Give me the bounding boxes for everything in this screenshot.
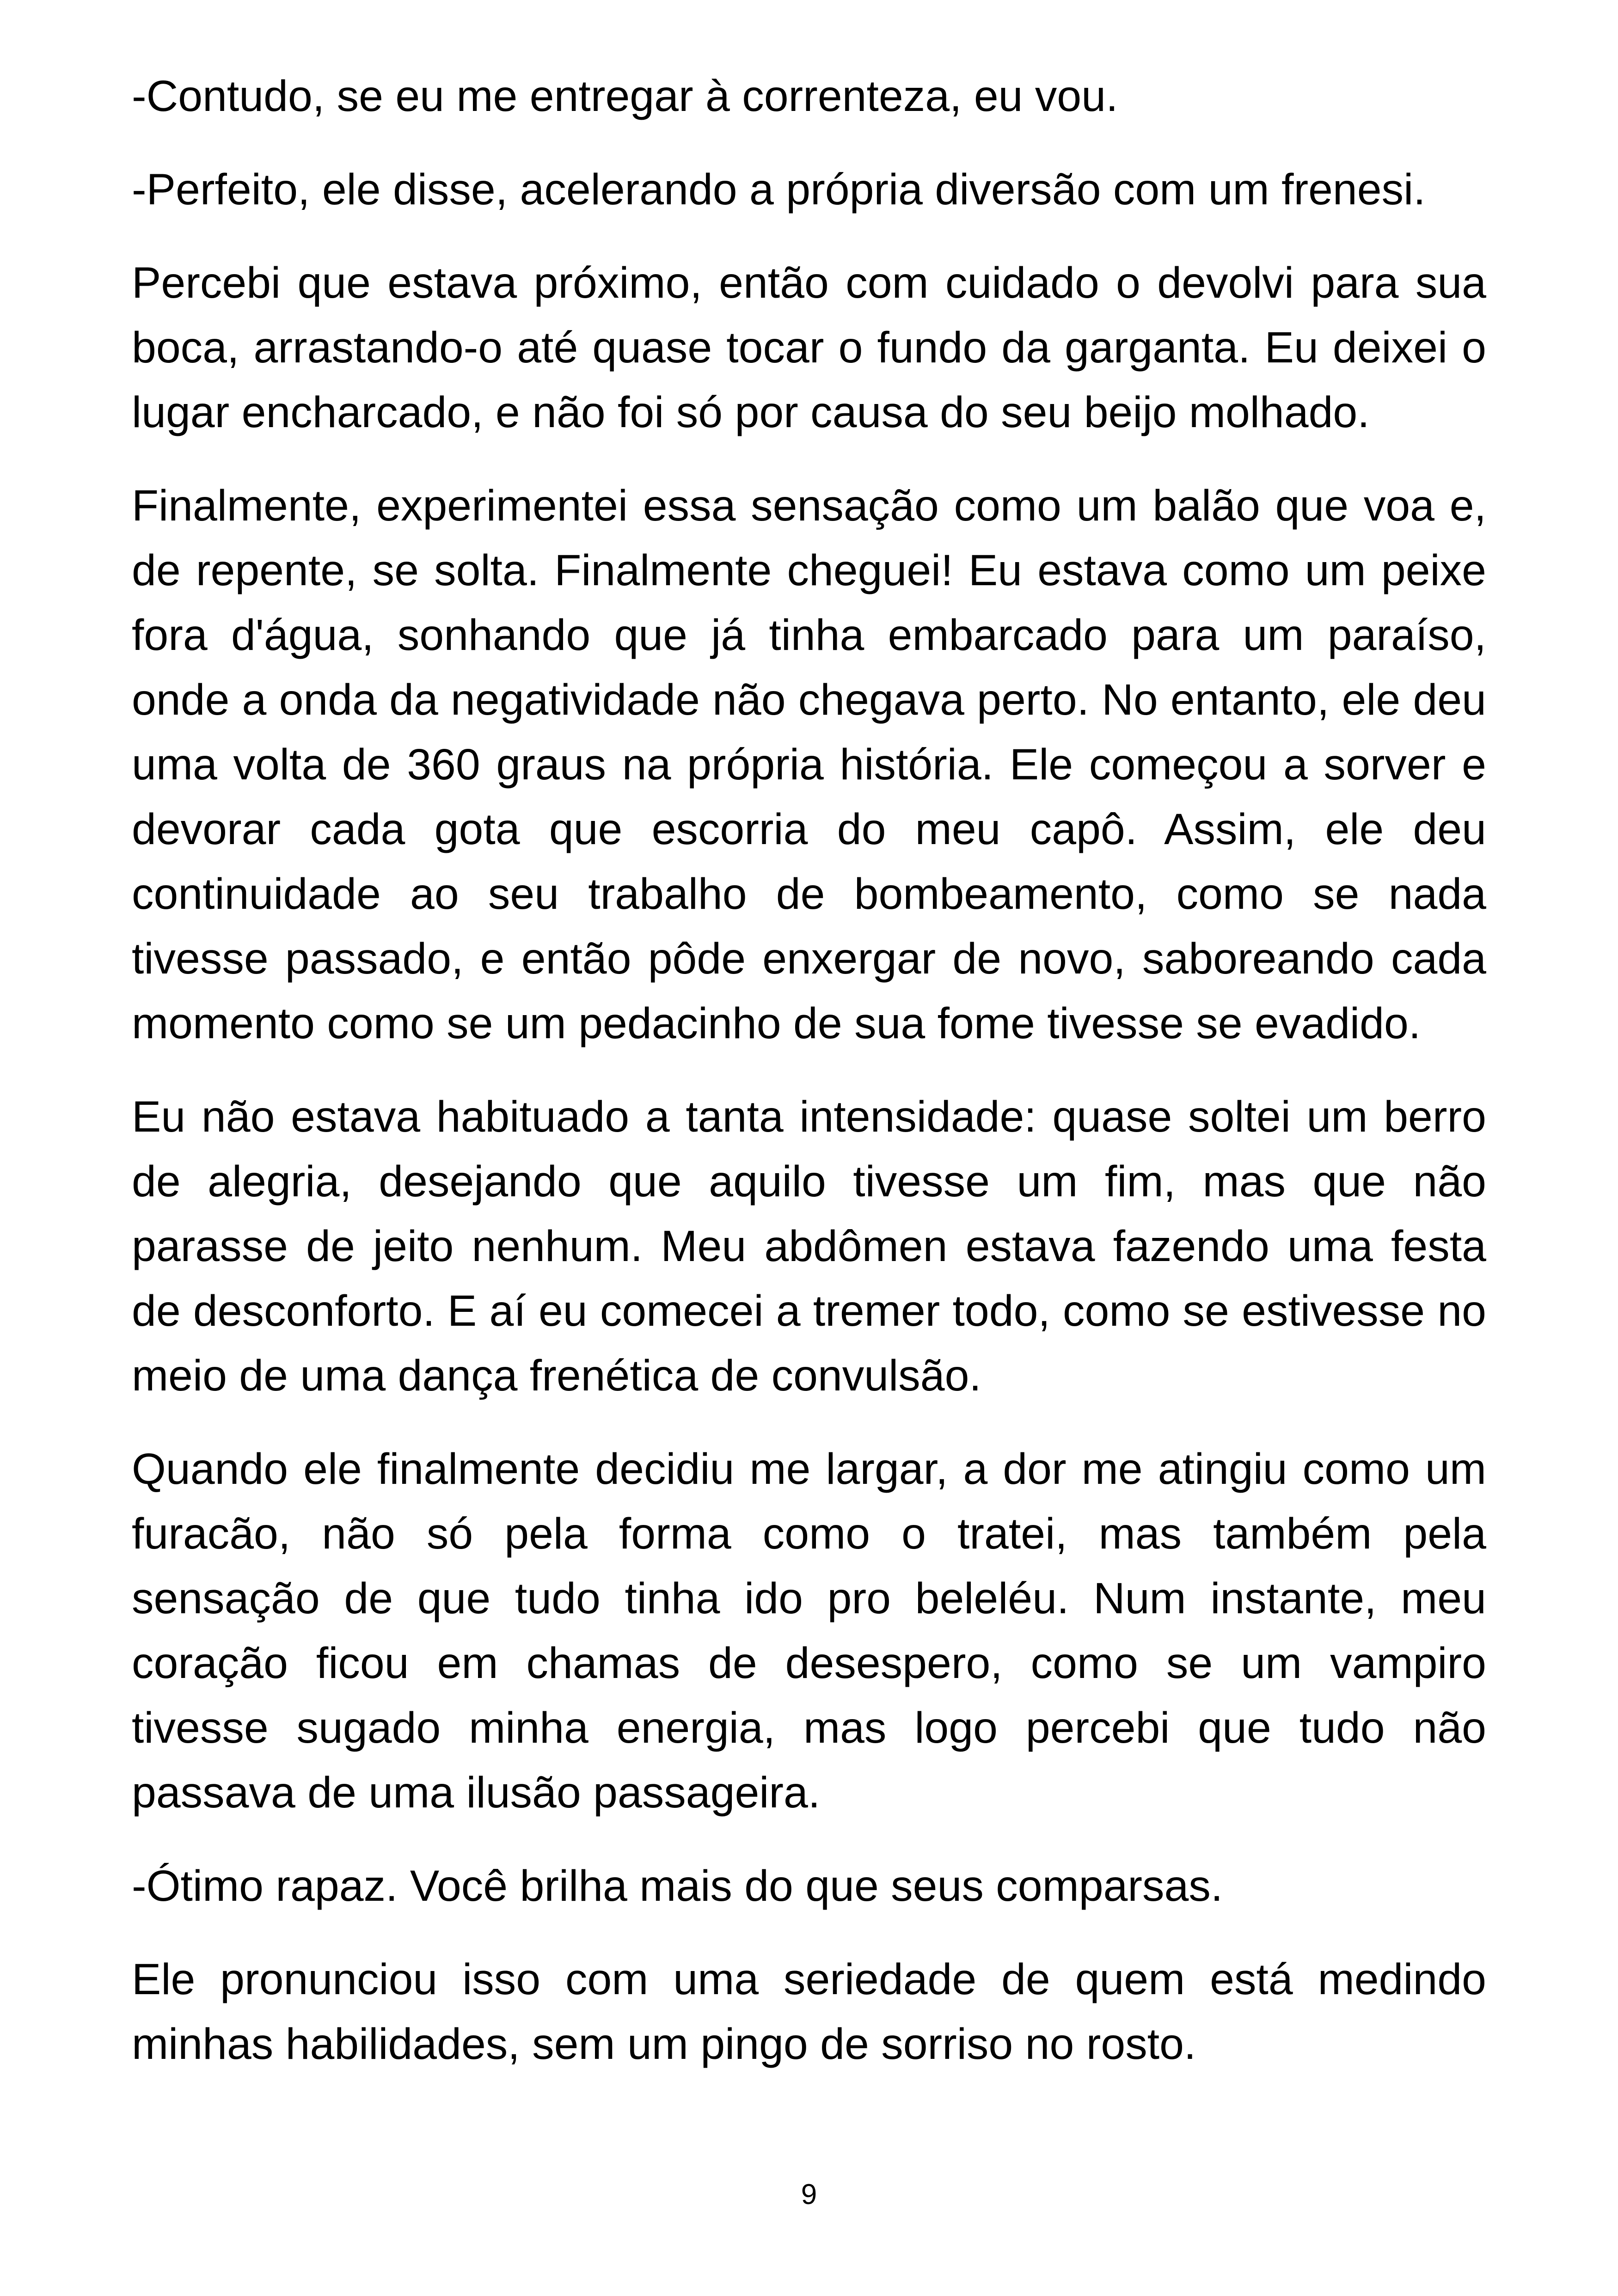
paragraph-4: Finalmente, experimentei essa sensação como um balão que voa e, de repente, se solta. Finalmente cheguei! Eu estava como um peixe fora d'água, sonhando que já tinha embarcado para um paraíso, onde a onda da negatividade não chegava perto. No entanto, ele deu uma volta de 360 graus na própria história. Ele começou a sorver e devorar cada gota que escorria do meu capô. Assim, ele deu continuidade ao seu trabalho de bombeamento, como se nada tivesse passado, e então pôde enxergar de novo, saboreando cada momento como se um pedacinho de sua fome tivesse se evadido.	[132, 481, 1486, 1048]
paragraph-1: -Contudo, se eu me entregar à correnteza, eu vou.	[132, 72, 1118, 121]
paragraph-7: -Ótimo rapaz. Você brilha mais do que seus comparsas.	[132, 1861, 1223, 1910]
body-text	[132, 64, 1486, 2105]
paragraph-3: Percebi que estava próximo, então com cuidado o devolvi para sua boca, arrastando-o até quase tocar o fundo da garganta. Eu deixei o lugar encharcado, e não foi só por causa do seu beijo molhado.	[132, 258, 1486, 437]
paragraph-5: Eu não estava habituado a tanta intensidade: quase soltei um berro de alegria, desejando que aquilo tivesse um fim, mas que não parasse de jeito nenhum. Meu abdômen estava fazendo uma festa de desconforto. E aí eu comecei a tremer todo, como se estivesse no meio de uma dança frenética de convulsão.	[132, 1092, 1486, 1400]
paragraph-2: -Perfeito, ele disse, acelerando a própria diversão com um frenesi.	[132, 165, 1426, 214]
page-number: 9	[801, 2179, 817, 2210]
paragraph-6: Quando ele finalmente decidiu me largar, a dor me atingiu como um furacão, não só pela forma como o tratei, mas também pela sensação de que tudo tinha ido pro beleléu. Num instante, meu coração ficou em chamas de desespero, como se um vampiro tivesse sugado minha energia, mas logo percebi que tudo não passava de uma ilusão passageira.	[132, 1445, 1486, 1817]
paragraph-8: Ele pronunciou isso com uma seriedade de quem está medindo minhas habilidades, sem um pingo de sorriso no rosto.	[132, 1955, 1486, 2069]
